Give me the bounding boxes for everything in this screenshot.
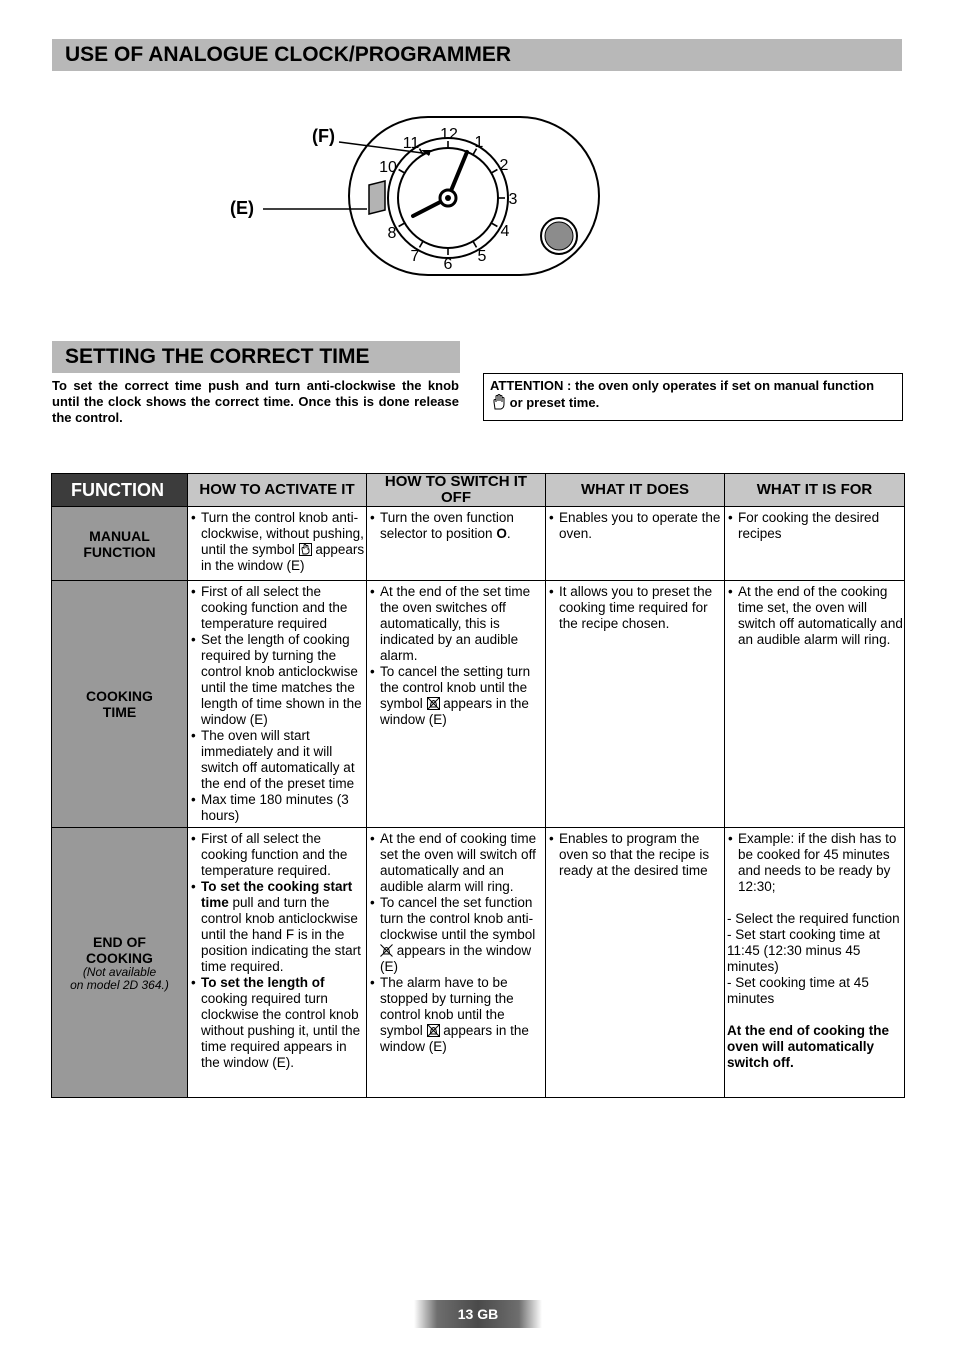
header-how-to-switch-off: HOW TO SWITCH IT OFF: [367, 474, 546, 507]
functions-table: [51, 473, 905, 1098]
clock-number-6: 6: [443, 256, 453, 273]
attention-line2: or preset time.: [509, 395, 600, 410]
function-name-manual: MANUAL FUNCTION: [52, 507, 188, 581]
setting-instructions: To set the correct time push and turn anti-clockwise the knob until the clock shows the correct time. Once this is done release the control.: [52, 378, 459, 425]
cooking-activate: • First of all select the cooking function and the temperature required • Set the length of cooking required by turning the control knob anticlockwise until the time matches the length of time shown in the window (E) • The oven will start immediately and it will switch off automatically at the end of the preset time • Max time 180 minutes (3 hours): [188, 581, 367, 828]
page-number: 13 GB: [414, 1300, 542, 1328]
attention-line1: ATTENTION : the oven only operates if set on manual function: [490, 378, 875, 393]
header-what-it-is-for: WHAT IT IS FOR: [725, 474, 905, 507]
bell-cross-icon: [427, 697, 440, 710]
cooking-does: • It allows you to preset the cooking time required for the recipe chosen.: [546, 581, 725, 828]
header-how-to-activate: HOW TO ACTIVATE IT: [188, 474, 367, 507]
header-what-it-does: WHAT IT DOES: [546, 474, 725, 507]
clock-programmer-diagram: [225, 112, 615, 284]
end-does: • Enables to program the oven so that the recipe is ready at the desired time: [546, 828, 725, 1098]
manual-activate: • Turn the control knob anti-clockwise, without pushing, until the symbol appears in the window (E): [188, 507, 367, 581]
manual-for: • For cooking the desired recipes: [725, 507, 905, 581]
window-e: [369, 181, 385, 214]
hand-icon: [299, 543, 312, 556]
control-knob: [545, 222, 573, 250]
clock-number-11: 11: [402, 135, 420, 152]
cooking-for: • At the end of the cooking time set, the oven will switch off automatically and an audible alarm will ring.: [725, 581, 905, 828]
section-title-analogue-clock: USE OF ANALOGUE CLOCK/PROGRAMMER: [52, 39, 902, 71]
label-f: (F): [312, 126, 335, 146]
clock-number-5: 5: [477, 248, 487, 265]
cooking-switch-off: • At the end of the set time the oven switches off automatically, this is indicated by an audible alarm. • To cancel the setting turn the control knob until the symbol appears in the window (E): [367, 581, 546, 828]
table-header-row: [52, 474, 905, 507]
manual-switch-off: • Turn the oven function selector to position O.: [367, 507, 546, 581]
manual-does: • Enables you to operate the oven.: [546, 507, 725, 581]
attention-box: [483, 373, 903, 421]
clock-number-10: 10: [379, 159, 397, 176]
clock-number-8: 8: [387, 225, 397, 242]
clock-number-3: 3: [508, 191, 518, 208]
section-title-setting-time: SETTING THE CORRECT TIME: [52, 341, 460, 373]
end-switch-off: • At the end of cooking time set the oven will switch off automatically and an audible alarm will ring. • To cancel the set function turn the control knob anti-clockwise until the symbol appears in the window (E) • The alarm have to be stopped by turning the control knob until the symbol appears in the window (E): [367, 828, 546, 1098]
end-activate: • First of all select the cooking function and the temperature required. • To set the cooking start time pull and turn the control knob anticlockwise until the hand F is in the position indicating the start time required. • To set the length of cooking required turn clockwise the control knob without pushing it, until the time required appears in the window (E).: [188, 828, 367, 1098]
clock-number-4: 4: [500, 223, 510, 240]
label-e: (E): [230, 198, 254, 218]
bell-cross-icon: [427, 1024, 440, 1037]
clock-number-12: 12: [440, 126, 458, 143]
hand-icon: [492, 394, 506, 410]
clock-number-7: 7: [410, 248, 420, 265]
table-row-manual: [52, 507, 905, 581]
header-function: FUNCTION: [52, 474, 188, 507]
function-name-cooking-time: COOKING TIME: [52, 581, 188, 828]
clock-number-1: 1: [474, 134, 484, 151]
bell-cross-icon: [380, 944, 393, 957]
function-name-end-of-cooking: END OF COOKING (Not available on model 2D 364.): [52, 828, 188, 1098]
table-row-end-of-cooking: [52, 828, 905, 1098]
end-for: • Example: if the dish has to be cooked for 45 minutes and needs to be ready by 12:30; - Select the required function - Set start cooking time at 11:45 (12:30 minus 45 minutes) - Set cooking time at 45 minutes At the end of cooking the oven will automatically switch off.: [725, 828, 905, 1098]
table-row-cooking-time: [52, 581, 905, 828]
clock-number-2: 2: [499, 157, 509, 174]
